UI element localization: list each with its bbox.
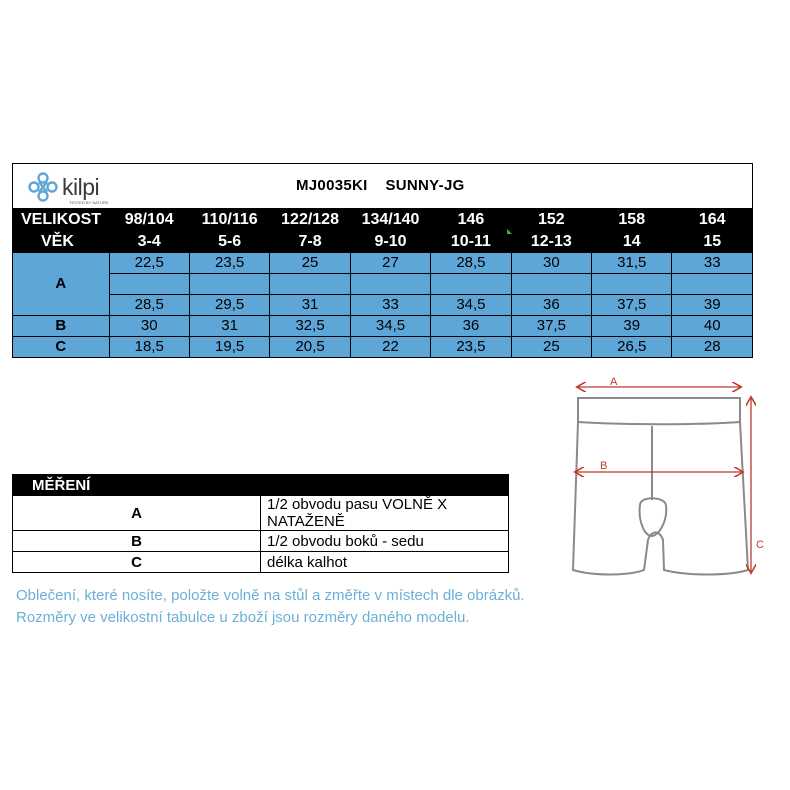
- value-cell: 31: [270, 295, 350, 316]
- size-cell: 152: [511, 209, 591, 231]
- measurement-key: B: [13, 531, 261, 552]
- value-cell: 23,5: [431, 337, 511, 358]
- value-cell: 32,5: [270, 316, 350, 337]
- measurement-key: C: [13, 552, 261, 573]
- row-label: [13, 253, 110, 274]
- measurement-row: [13, 496, 509, 531]
- row-label: [13, 295, 110, 316]
- measurement-desc: 1/2 obvodu pasu VOLNĚ X NATAŽENĚ: [261, 496, 509, 531]
- value-cell: 40: [672, 316, 753, 337]
- measurement-title: MĚŘENÍ: [13, 475, 509, 496]
- table-row: [13, 274, 753, 295]
- measurement-row: [13, 552, 509, 573]
- value-cell: 23,5: [189, 253, 269, 274]
- row-label: A: [13, 274, 110, 295]
- value-cell: 37,5: [592, 295, 672, 316]
- brand-tagline: TESTED BY NATURE: [69, 200, 109, 205]
- value-cell: [109, 274, 189, 295]
- size-cell: 134/140: [350, 209, 430, 231]
- shorts-body-shape: [573, 422, 748, 575]
- measurement-key: A: [13, 496, 261, 531]
- size-cell: 146: [431, 209, 511, 231]
- value-cell: 33: [672, 253, 753, 274]
- cell-marker-icon: [507, 229, 512, 234]
- age-cell: 12-13: [511, 231, 591, 253]
- value-cell: 29,5: [189, 295, 269, 316]
- value-cell: 28,5: [109, 295, 189, 316]
- measurement-table: [12, 474, 509, 573]
- brand-name: kilpi: [62, 173, 100, 200]
- brand-cell: [13, 164, 753, 209]
- measurement-header-row: [13, 475, 509, 496]
- age-cell: [431, 231, 511, 253]
- age-cell: 14: [592, 231, 672, 253]
- row-label: B: [13, 316, 110, 337]
- value-cell: 33: [350, 295, 430, 316]
- table-row: [13, 295, 753, 316]
- value-cell: [270, 274, 350, 295]
- value-cell: 37,5: [511, 316, 591, 337]
- value-cell: 20,5: [270, 337, 350, 358]
- value-cell: 36: [431, 316, 511, 337]
- product-name: SUNNY-JG: [385, 177, 465, 194]
- measurement-desc: délka kalhot: [261, 552, 509, 573]
- age-cell: 15: [672, 231, 753, 253]
- value-cell: [350, 274, 430, 295]
- size-header-row: [13, 209, 753, 231]
- measurement-desc: 1/2 obvodu boků - sedu: [261, 531, 509, 552]
- value-cell: 39: [672, 295, 753, 316]
- value-cell: [431, 274, 511, 295]
- size-cell: 122/128: [270, 209, 350, 231]
- age-cell: 7-8: [270, 231, 350, 253]
- size-cell: 158: [592, 209, 672, 231]
- value-cell: 31,5: [592, 253, 672, 274]
- age-cell: 5-6: [189, 231, 269, 253]
- value-cell: [672, 274, 753, 295]
- instruction-note: Oblečení, které nosíte, položte volně na stůl a změřte v místech dle obrázků.: [16, 587, 525, 604]
- age-value: 10-11: [450, 233, 491, 250]
- measurement-row: [13, 531, 509, 552]
- value-cell: [189, 274, 269, 295]
- value-cell: 34,5: [350, 316, 430, 337]
- value-cell: 31: [189, 316, 269, 337]
- size-header-label: VELIKOST: [13, 209, 110, 231]
- age-cell: 3-4: [109, 231, 189, 253]
- label-b: B: [600, 460, 608, 472]
- value-cell: 34,5: [431, 295, 511, 316]
- size-table: [12, 163, 753, 358]
- value-cell: 26,5: [592, 337, 672, 358]
- size-cell: 98/104: [109, 209, 189, 231]
- value-cell: 19,5: [189, 337, 269, 358]
- size-cell: 164: [672, 209, 753, 231]
- age-cell: 9-10: [350, 231, 430, 253]
- kilpi-logo: [27, 172, 109, 205]
- waistband-shape: [578, 398, 740, 424]
- value-cell: 18,5: [109, 337, 189, 358]
- value-cell: [592, 274, 672, 295]
- label-a: A: [610, 376, 618, 388]
- value-cell: 22,5: [109, 253, 189, 274]
- table-row: [13, 337, 753, 358]
- brand-row: [13, 164, 753, 209]
- gusset-shape: [640, 498, 667, 536]
- product-code: MJ0035KI: [296, 177, 368, 194]
- value-cell: 27: [350, 253, 430, 274]
- label-c: C: [756, 539, 764, 551]
- value-cell: 25: [511, 337, 591, 358]
- value-cell: 39: [592, 316, 672, 337]
- value-cell: 30: [109, 316, 189, 337]
- value-cell: [511, 274, 591, 295]
- value-cell: 28: [672, 337, 753, 358]
- age-header-row: [13, 231, 753, 253]
- table-row: [13, 316, 753, 337]
- size-cell: 110/116: [189, 209, 269, 231]
- value-cell: 36: [511, 295, 591, 316]
- knot-icon: [27, 172, 59, 202]
- product-title: [296, 177, 465, 194]
- value-cell: 28,5: [431, 253, 511, 274]
- instruction-note: Rozměry ve velikostní tabulce u zboží jsou rozměry daného modelu.: [16, 609, 470, 626]
- value-cell: 30: [511, 253, 591, 274]
- value-cell: 22: [350, 337, 430, 358]
- shorts-diagram: [548, 370, 780, 585]
- table-row: [13, 253, 753, 274]
- age-header-label: VĚK: [13, 231, 110, 253]
- row-label: C: [13, 337, 110, 358]
- value-cell: 25: [270, 253, 350, 274]
